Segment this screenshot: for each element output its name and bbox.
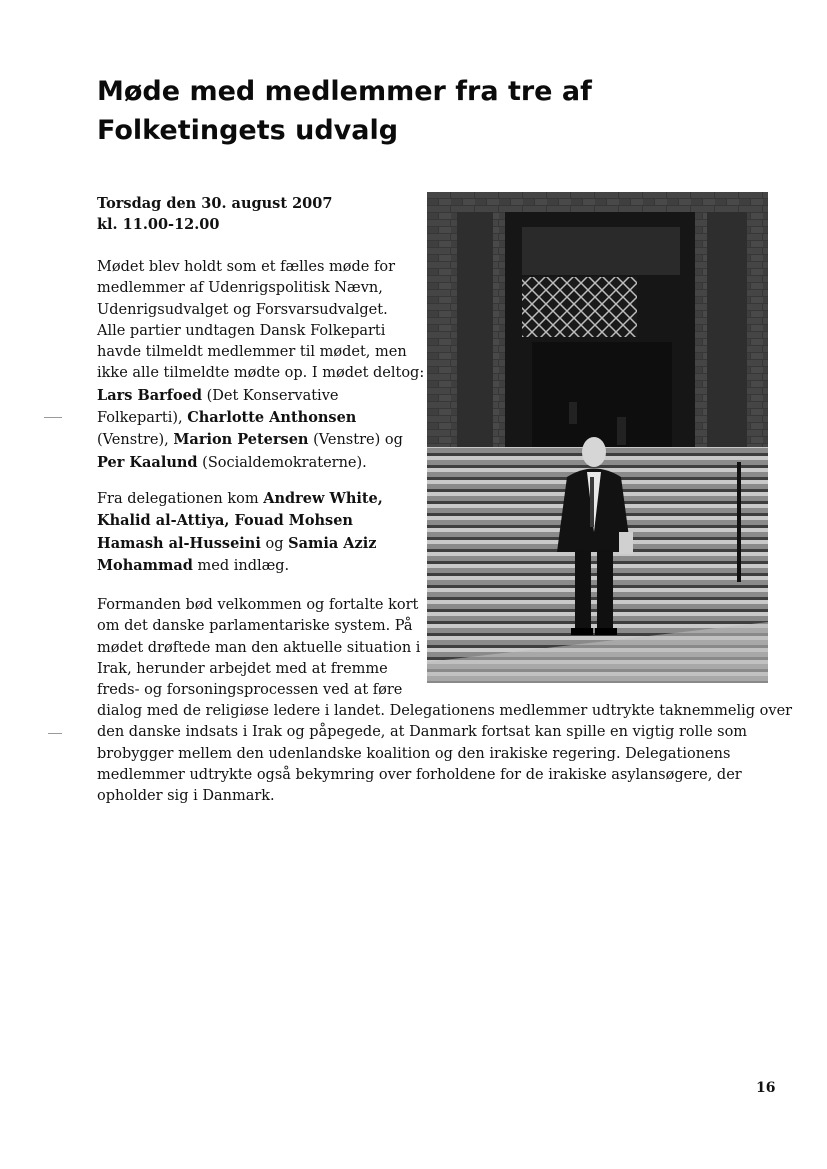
text-line: den danske indsats i Irak og påpegede, at Danmark fortsat kan spille en vigtig rolle som [97, 724, 748, 741]
participant-name: Lars Barfoed [97, 386, 203, 404]
text-line: freds- og forsoningsprocessen ved at føre [97, 682, 403, 699]
text-line [97, 429, 427, 451]
text-line: dialog med de religiøse ledere i landet. Delegationens medlemmer udtrykte taknemmelig over [97, 703, 793, 719]
paragraph-discussion-continued [97, 701, 793, 807]
text-line [97, 555, 427, 577]
margin-mark [48, 733, 62, 734]
text-line [97, 510, 427, 532]
paragraph-delegation [97, 488, 427, 577]
text-line: medlemmer af Udenrigspolitisk Nævn, [97, 280, 383, 297]
participant-party: (Det Konservative [202, 387, 339, 404]
text-line: ikke alle tilmeldte mødte op. I mødet deltog: [97, 365, 425, 382]
text-line: havde tilmeldt medlemmer til mødet, men [97, 344, 407, 361]
paragraph-participants [97, 257, 427, 474]
participant-name: Per Kaalund [97, 453, 198, 471]
text-line: mødet drøftede man den aktuelle situation i [97, 639, 421, 656]
title-line-1: Møde med medlemmer fra tre af [97, 76, 592, 107]
text-line: Alle partier undtagen Dansk Folkeparti [97, 322, 386, 339]
text-line [97, 407, 427, 429]
text-fragment: med indlæg. [192, 557, 290, 574]
participant-name: Marion Petersen [173, 431, 309, 449]
participant-party: Folkeparti), [97, 410, 188, 427]
text-line: om det danske parlamentariske system. På [97, 618, 413, 635]
text-fragment: og [260, 535, 289, 552]
text-line [97, 488, 427, 510]
text-line: Irak, herunder arbejdet med at fremme [97, 660, 388, 677]
participant-party: (Socialdemokraterne). [197, 454, 367, 471]
meeting-meta [97, 193, 397, 235]
margin-mark [44, 417, 62, 418]
photo-illustration [427, 192, 768, 683]
delegate-name: Khalid al-Attiya, Fouad Mohsen [97, 512, 353, 530]
text-line: Mødet blev holdt som et fælles møde for [97, 259, 396, 275]
participant-party: (Venstre) og [308, 432, 403, 449]
photo-parliament-steps [427, 192, 768, 683]
delegate-name: Mohammad [97, 556, 193, 574]
text-line: medlemmer udtrykte også bekymring over forholdene for de irakiske asylansøgere, der [97, 766, 742, 783]
text-fragment: Fra delegationen kom [97, 491, 264, 507]
delegate-name: Hamash al-Husseini [97, 534, 261, 552]
delegate-name: Andrew White, [263, 490, 383, 507]
delegate-name: Samia Aziz [288, 534, 377, 552]
text-line: Formanden bød velkommen og fortalte kort [97, 597, 419, 613]
text-line: opholder sig i Danmark. [97, 788, 275, 805]
page-title [97, 72, 737, 150]
paragraph-discussion-start [97, 595, 427, 701]
meeting-date: Torsdag den 30. august 2007 [97, 195, 333, 212]
text-line [97, 385, 427, 407]
participant-name: Charlotte Anthonsen [187, 409, 357, 427]
text-line [97, 533, 427, 555]
text-line: brobygger mellem den udenlandske koalition og den irakiske regering. Delegationens [97, 745, 731, 762]
meeting-time: kl. 11.00-12.00 [97, 216, 220, 233]
text-line: Udenrigsudvalget og Forsvarsudvalget. [97, 301, 388, 318]
title-line-2: Folketingets udvalg [97, 115, 399, 146]
text-line [97, 452, 427, 474]
participant-party: (Venstre), [97, 432, 174, 449]
page-number: 16 [756, 1080, 776, 1096]
